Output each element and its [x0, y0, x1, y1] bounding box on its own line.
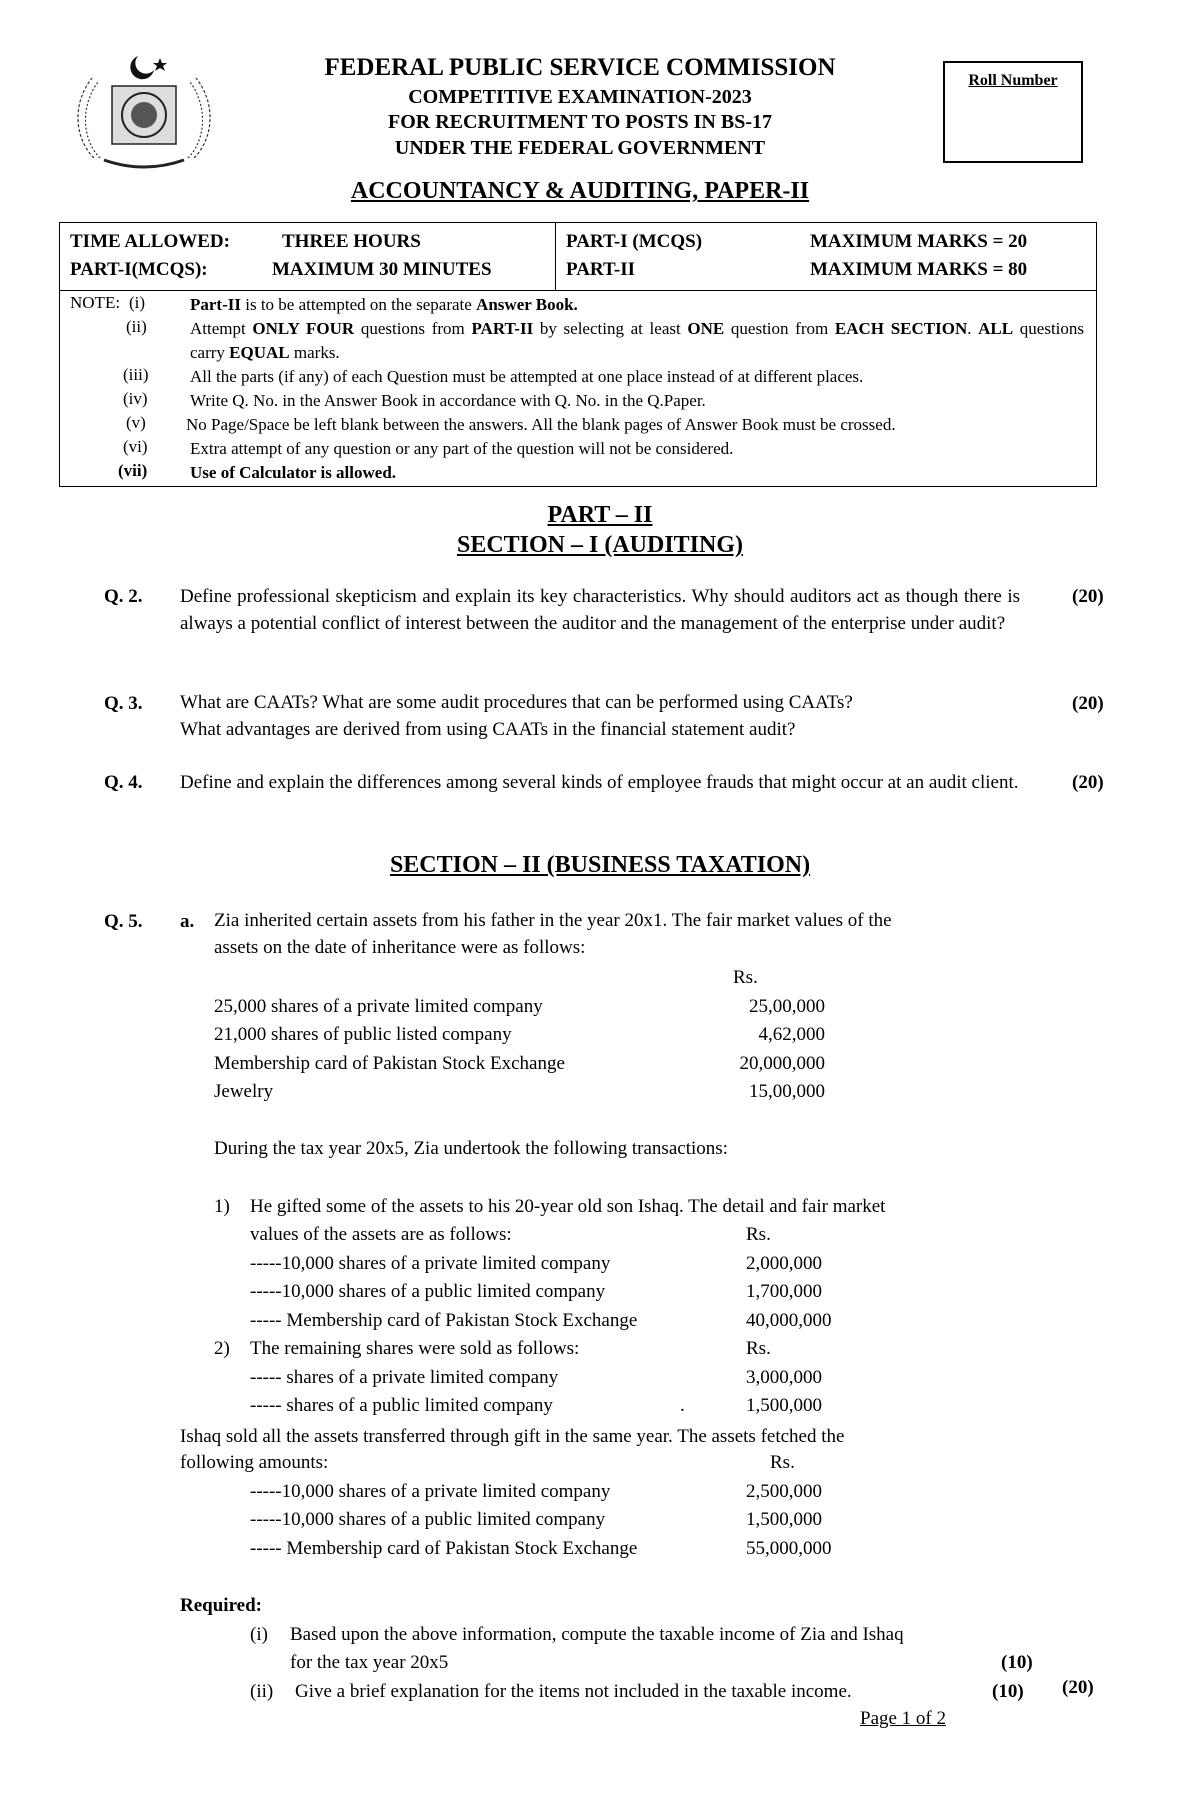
stray-dot: .	[680, 1395, 685, 1416]
required-heading: Required:	[180, 1595, 262, 1616]
ishaq-line2: following amounts:	[180, 1452, 329, 1473]
note-label: NOTE:	[70, 293, 121, 312]
transaction-1-number: 1)	[214, 1196, 230, 1217]
gov-line: UNDER THE FEDERAL GOVERNMENT	[394, 137, 766, 159]
gifted-item: -----10,000 shares of a public limited company	[250, 1281, 606, 1302]
q3-text-line1: What are CAATs? What are some audit procedures that can be performed using CAATs?	[180, 692, 853, 713]
inherited-item: Membership card of Pakistan Stock Exchange	[214, 1053, 565, 1074]
currency-header: Rs.	[746, 1224, 771, 1245]
part-title: PART – II	[547, 502, 653, 528]
inherited-value: 15,00,000	[749, 1081, 825, 1102]
gifted-value: 1,700,000	[746, 1281, 822, 1302]
table-divider	[60, 290, 1096, 291]
note-bold: Part-II	[190, 295, 241, 314]
note-item-1	[190, 293, 1070, 317]
inherited-value: 25,00,000	[749, 996, 825, 1017]
note-text: marks.	[289, 343, 340, 362]
inherited-value: 20,000,000	[739, 1053, 825, 1074]
inherited-value: 4,62,000	[758, 1024, 825, 1045]
fpsc-emblem	[64, 48, 224, 178]
inherited-item: 25,000 shares of a private limited company	[214, 996, 543, 1017]
required-1-number: (i)	[250, 1624, 268, 1645]
note-text: .	[967, 319, 979, 338]
part2-label: PART-II	[566, 259, 636, 280]
table-divider	[555, 223, 556, 290]
note-num: (vi)	[123, 437, 148, 456]
part2-marks: MAXIMUM MARKS = 80	[810, 259, 1028, 280]
required-2-number: (ii)	[250, 1681, 274, 1702]
mcq-value: MAXIMUM 30 MINUTES	[272, 259, 492, 280]
note-num: (i)	[129, 293, 146, 312]
q5-intro-line2: assets on the date of inheritance were as follows:	[214, 937, 586, 958]
fetched-item: -----10,000 shares of a public limited company	[250, 1509, 606, 1530]
part1-marks: MAXIMUM MARKS = 20	[810, 231, 1028, 252]
note-num: (iv)	[123, 389, 148, 408]
note-item-6: Extra attempt of any question or any part of the question will not be considered.	[190, 439, 734, 458]
note-bold: PART-II	[471, 319, 534, 338]
time-allowed-value: THREE HOURS	[282, 231, 421, 252]
gifted-item: -----10,000 shares of a private limited company	[250, 1253, 611, 1274]
fetched-item: ----- Membership card of Pakistan Stock Exchange	[250, 1538, 638, 1559]
gifted-item: ----- Membership card of Pakistan Stock Exchange	[250, 1310, 638, 1331]
note-bold: ONE	[687, 319, 725, 338]
sold-value: 3,000,000	[746, 1367, 822, 1388]
currency-header: Rs.	[733, 967, 758, 988]
q4-marks: (20)	[1072, 772, 1104, 793]
roll-number-label: Roll Number	[968, 72, 1058, 89]
currency-header: Rs.	[746, 1338, 771, 1359]
note-text: Attempt	[190, 319, 253, 338]
note-num: (ii)	[126, 317, 147, 336]
note-bold: EQUAL	[229, 343, 290, 362]
ishaq-line1: Ishaq sold all the assets transferred through gift in the same year. The assets fetched the	[180, 1426, 845, 1447]
exam-title: COMPETITIVE EXAMINATION-2023	[408, 86, 752, 108]
required-1-line1: Based upon the above information, compute the taxable income of Zia and Ishaq	[290, 1624, 904, 1645]
time-allowed-label: TIME ALLOWED:	[70, 231, 230, 252]
note-text: question from	[724, 319, 835, 338]
q4-number: Q. 4.	[104, 772, 143, 793]
note-item-7: Use of Calculator is allowed.	[190, 463, 397, 482]
section-2-title: SECTION – II (BUSINESS TAXATION)	[389, 852, 811, 878]
fetched-item: -----10,000 shares of a private limited company	[250, 1481, 611, 1502]
fetched-value: 2,500,000	[746, 1481, 822, 1502]
q5-intro-line1: Zia inherited certain assets from his father in the year 20x1. The fair market values of the	[214, 910, 892, 931]
q2-marks: (20)	[1072, 586, 1104, 607]
gifted-value: 2,000,000	[746, 1253, 822, 1274]
transaction-1-line2: values of the assets are as follows:	[250, 1224, 512, 1245]
section-1-title: SECTION – I (AUDITING)	[456, 532, 744, 558]
q3-number: Q. 3.	[104, 693, 143, 714]
note-num: (vii)	[118, 461, 148, 480]
note-item-3: All the parts (if any) of each Question must be attempted at one place instead of at different places.	[190, 367, 864, 386]
q3-text-line2: What advantages are derived from using CAATs in the financial statement audit?	[180, 719, 796, 740]
currency-header: Rs.	[770, 1452, 795, 1473]
required-2-marks: (10)	[992, 1681, 1024, 1702]
note-text: is to be attempted on the separate	[240, 295, 477, 314]
transaction-2-number: 2)	[214, 1338, 230, 1359]
note-bold: ALL	[978, 319, 1014, 338]
paper-title: ACCOUNTANCY & AUDITING, PAPER-II	[350, 178, 810, 204]
q3-marks: (20)	[1072, 693, 1104, 714]
q5-part-a: a.	[180, 911, 195, 932]
note-text: questions from	[354, 319, 472, 338]
fetched-value: 55,000,000	[746, 1538, 832, 1559]
required-1-line2: for the tax year 20x5	[290, 1652, 449, 1673]
gifted-value: 40,000,000	[746, 1310, 832, 1331]
note-bold: EACH SECTION	[834, 319, 968, 338]
required-2-text: Give a brief explanation for the items not included in the taxable income.	[295, 1681, 852, 1702]
sold-item: ----- shares of a public limited company	[250, 1395, 553, 1416]
page-number: Page 1 of 2	[860, 1708, 947, 1729]
part1-label: PART-I (MCQS)	[566, 231, 703, 252]
transactions-intro: During the tax year 20x5, Zia undertook the following transactions:	[214, 1138, 728, 1159]
note-item-5: No Page/Space be left blank between the answers. All the blank pages of Answer Book must be crossed.	[186, 415, 896, 434]
inherited-item: Jewelry	[214, 1081, 274, 1102]
note-bold: Answer Book.	[476, 295, 578, 314]
q5-total-marks: (20)	[1062, 1677, 1094, 1698]
fetched-value: 1,500,000	[746, 1509, 822, 1530]
q2-number: Q. 2.	[104, 586, 143, 607]
org-title: FEDERAL PUBLIC SERVICE COMMISSION	[324, 54, 836, 81]
recruit-line: FOR RECRUITMENT TO POSTS IN BS-17	[388, 111, 772, 133]
note-item-2	[190, 317, 1084, 365]
exam-info-table	[59, 222, 1097, 487]
note-bold: ONLY FOUR	[252, 319, 355, 338]
roll-number-box[interactable]	[943, 61, 1083, 163]
note-num: (iii)	[123, 365, 149, 384]
q5-number: Q. 5.	[104, 911, 143, 932]
note-text: questions carry	[190, 319, 1085, 362]
q2-text: Define professional skepticism and explain its key characteristics. Why should auditors act as though there is always a potential conflict of interest between the auditor and the management of the enterprise under audit?	[180, 586, 1020, 634]
q4-text: Define and explain the differences among several kinds of employee frauds that might occur at an audit client.	[180, 772, 1019, 793]
note-item-4: Write Q. No. in the Answer Book in accordance with Q. No. in the Q.Paper.	[190, 391, 706, 410]
required-1-marks: (10)	[1001, 1652, 1033, 1673]
note-text: by selecting at least	[533, 319, 688, 338]
sold-value: 1,500,000	[746, 1395, 822, 1416]
mcq-label: PART-I(MCQS):	[70, 259, 208, 280]
inherited-item: 21,000 shares of public listed company	[214, 1024, 512, 1045]
transaction-1-line1: He gifted some of the assets to his 20-year old son Ishaq. The detail and fair market	[250, 1196, 886, 1217]
transaction-2-line: The remaining shares were sold as follows:	[250, 1338, 580, 1359]
note-num: (v)	[126, 413, 146, 432]
sold-item: ----- shares of a private limited company	[250, 1367, 559, 1388]
